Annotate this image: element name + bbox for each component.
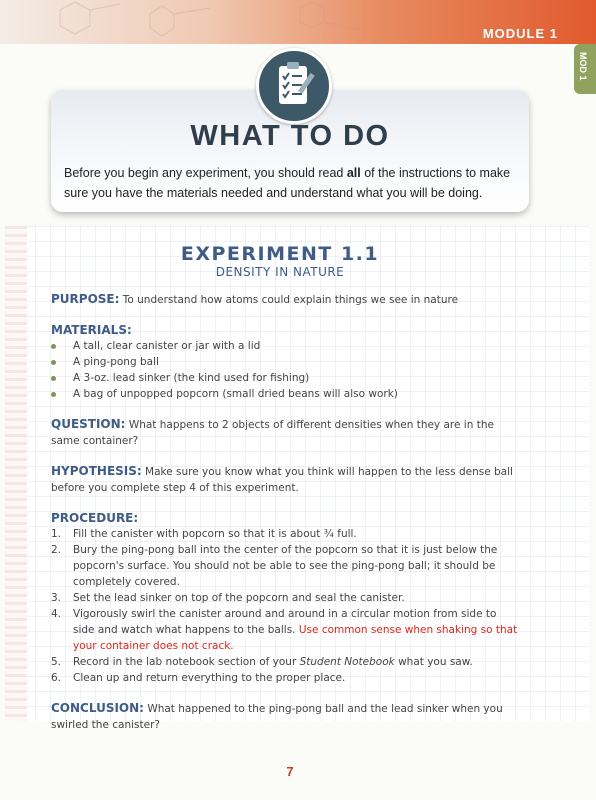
- module-tab-label: MOD 1: [578, 52, 588, 81]
- step-number: 3.: [51, 592, 62, 604]
- bullet-icon: [51, 376, 56, 381]
- hypothesis-text: Make sure you know what you think will happen to the less dense ball before you complete step 4 of this experiment.: [51, 466, 513, 494]
- list-item: [51, 386, 521, 402]
- what-to-do-title: WHAT TO DO: [190, 120, 390, 152]
- step-text: Bury the ping-pong ball into the center of the popcorn so that it is just below the popcorn's surface. You should not be able to see the ping-pong ball; it should be completely covered.: [73, 544, 498, 588]
- experiment-title: EXPERIMENT 1.1: [180, 243, 380, 265]
- intro-text-start: Before you begin any experiment, you should read: [64, 166, 347, 180]
- list-item: [51, 526, 521, 542]
- purpose-label: PURPOSE:: [51, 292, 120, 306]
- question-label: QUESTION:: [51, 417, 126, 431]
- notebook-title: Student Notebook: [299, 656, 395, 668]
- purpose-section: [51, 291, 521, 308]
- list-item: [51, 338, 521, 354]
- list-item: [51, 654, 521, 670]
- question-section: [51, 416, 521, 449]
- what-to-do-intro: [64, 163, 524, 203]
- intro-bold-word: all: [346, 166, 361, 180]
- safety-warning: Use common sense when shaking so that your container does not crack.: [73, 624, 518, 652]
- module-banner: [0, 0, 596, 44]
- list-item: [51, 590, 521, 606]
- hypothesis-section: [51, 463, 521, 496]
- hypothesis-label: HYPOTHESIS:: [51, 464, 142, 478]
- step-number: 1.: [51, 528, 62, 540]
- intro-text-end: of the instructions to make sure you have the materials needed and understand what you will be doing.: [64, 166, 511, 200]
- material-text: A tall, clear canister or jar with a lid: [73, 340, 261, 352]
- materials-list: [51, 338, 521, 402]
- step-number: 5.: [51, 656, 62, 668]
- procedure-section: [51, 510, 521, 686]
- bullet-icon: [51, 360, 56, 365]
- conclusion-label: CONCLUSION:: [51, 701, 144, 715]
- step-number: 4.: [51, 608, 62, 620]
- notebook-spiral-edge: [5, 226, 27, 721]
- question-text: What happens to 2 objects of different densities when they are in the same container?: [51, 419, 494, 447]
- conclusion-text: What happened to the ping-pong ball and the lead sinker when you swirled the canister?: [51, 703, 503, 731]
- experiment-subtitle: DENSITY IN NATURE: [215, 265, 345, 279]
- step-text: Clean up and return everything to the proper place.: [73, 672, 346, 684]
- page-number: 7: [286, 764, 294, 779]
- step-number: 2.: [51, 544, 62, 556]
- conclusion-section: [51, 700, 521, 733]
- list-item: [51, 354, 521, 370]
- step-text: Vigorously swirl the canister around and around in a circular motion from side to side and watch what happens to the balls.: [73, 608, 497, 636]
- material-text: A bag of unpopped popcorn (small dried beans will also work): [73, 388, 398, 400]
- materials-section: [51, 322, 521, 402]
- list-item: [51, 542, 521, 590]
- materials-label: MATERIALS:: [51, 323, 132, 337]
- bullet-icon: [51, 392, 56, 397]
- step-text: Record in the lab notebook section of your: [73, 656, 300, 668]
- module-side-tab: [574, 44, 596, 94]
- procedure-list: [51, 526, 521, 686]
- material-text: A ping-pong ball: [73, 356, 159, 368]
- procedure-label: PROCEDURE:: [51, 511, 139, 525]
- step-number: 6.: [51, 672, 62, 684]
- list-item: [51, 370, 521, 386]
- bullet-icon: [51, 344, 56, 349]
- material-text: A 3-oz. lead sinker (the kind used for fishing): [73, 372, 310, 384]
- experiment-content: [51, 291, 521, 747]
- step-text: Fill the canister with popcorn so that it is about ¾ full.: [73, 528, 357, 540]
- step-text-end: what you saw.: [394, 656, 473, 668]
- list-item: [51, 606, 521, 654]
- step-text: Set the lead sinker on top of the popcorn and seal the canister.: [73, 592, 405, 604]
- list-item: [51, 670, 521, 686]
- module-label: MODULE 1: [482, 26, 558, 41]
- purpose-text: To understand how atoms could explain things we see in nature: [119, 294, 459, 306]
- checklist-icon: [256, 48, 332, 124]
